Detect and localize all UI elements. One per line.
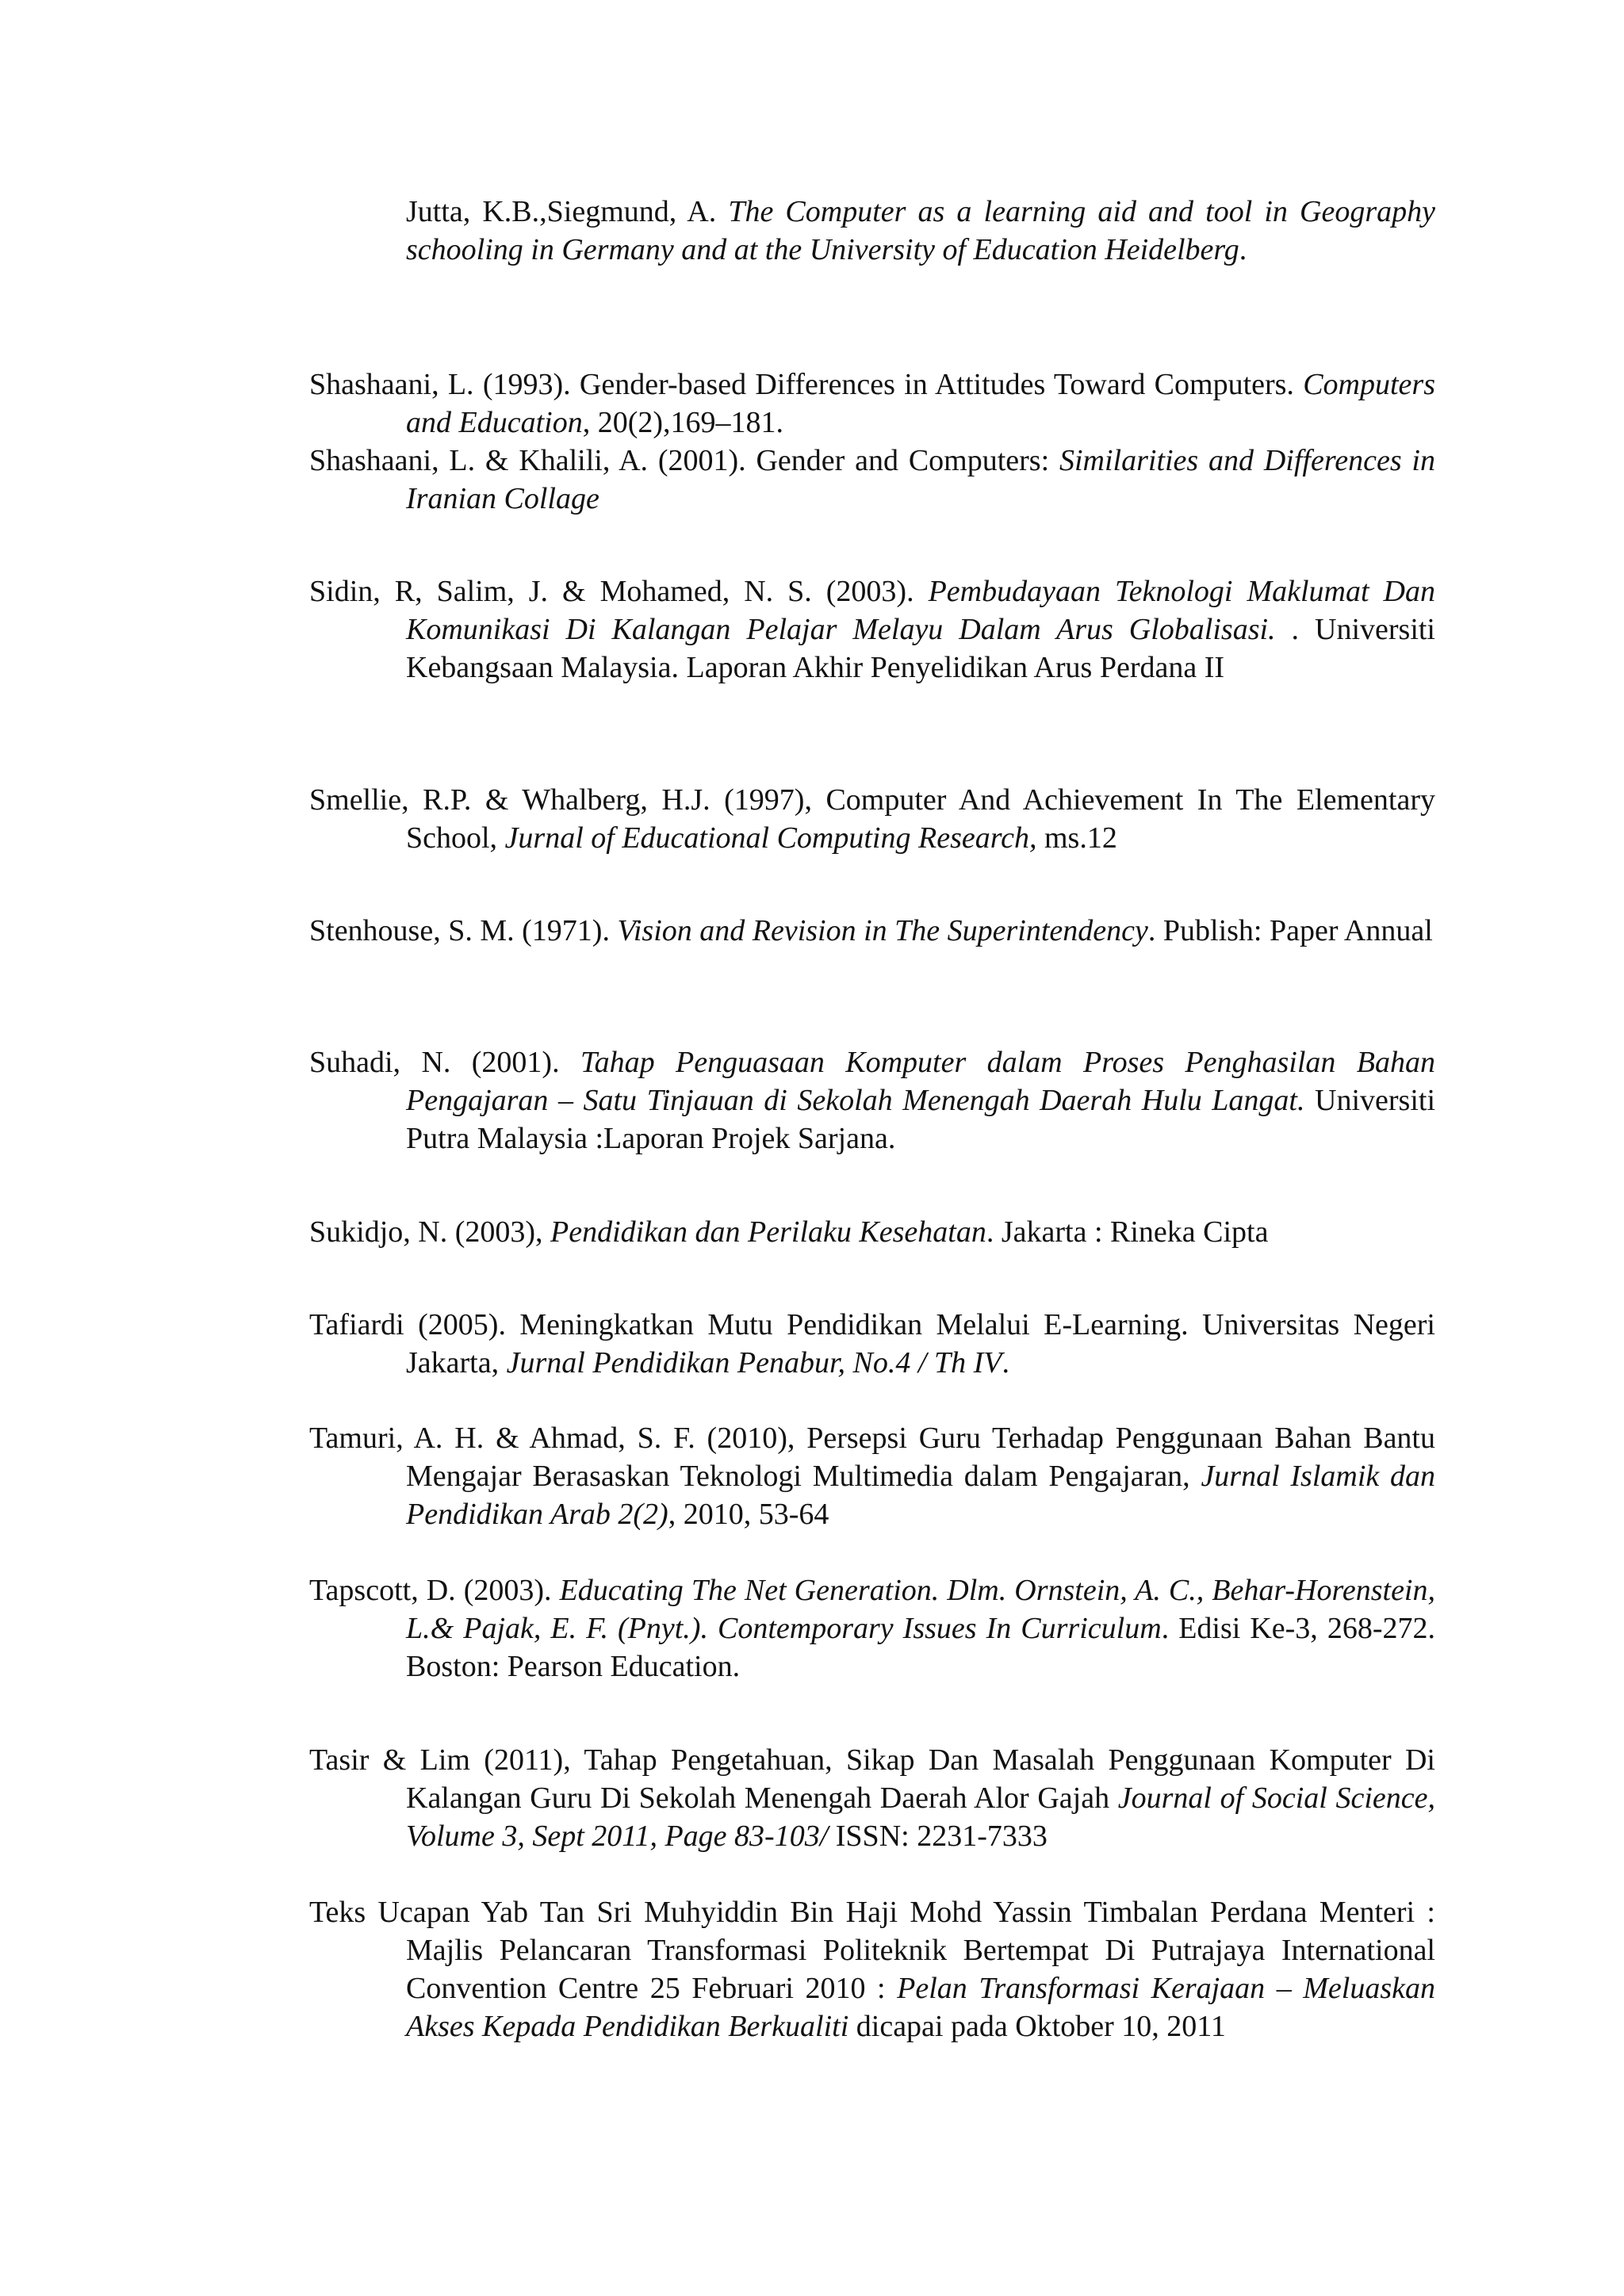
reference-text: dicapai pada Oktober 10, 2011 — [848, 2010, 1226, 2043]
reference-text: Sukidjo, N. (2003), — [309, 1215, 550, 1249]
reference-text: Shashaani, L. (1993). Gender-based Differences in Attitudes Toward Computers. — [309, 368, 1304, 401]
reference-italic-text: Tahap Penguasaan Komputer dalam Proses Penghasilan Bahan Pengajaran – Satu Tinjauan di Sekolah Menengah Daerah Hulu Langat. — [406, 1046, 1435, 1117]
reference-italic-text: Educating The Net Generation. Dlm. Ornstein, A. C., Behar-Horenstein, L.& Pajak, E. F. (Pnyt.). Contemporary Issues In Curriculum — [406, 1574, 1435, 1645]
reference-entry — [309, 1893, 1435, 2045]
reference-italic-text: Computers and Education — [406, 368, 1435, 439]
reference-text: , 20(2),169–181. — [582, 406, 784, 439]
reference-text: ISSN: 2231-7333 — [828, 1820, 1048, 1853]
reference-text: Stenhouse, S. M. (1971). — [309, 914, 618, 947]
reference-text: . — [1002, 1346, 1009, 1380]
reference-entry — [309, 1741, 1435, 1855]
reference-text: ms.12 — [1036, 821, 1117, 855]
reference-italic-text: Jurnal Islamik dan Pendidikan Arab 2(2) — [406, 1460, 1436, 1531]
reference-text: Tapscott, D. (2003). — [309, 1574, 560, 1607]
reference-text: Teks Ucapan Yab Tan Sri Muhyiddin Bin Haji Mohd Yassin Timbalan Perdana Menteri : Majlis Pelancaran Transformasi Politeknik Bertempat Di Putrajaya International Convention Centre 25 Februari 2010 : — [309, 1896, 1435, 2005]
reference-italic-text: Vision and Revision in The Superintendency — [617, 914, 1148, 947]
reference-entry — [309, 1419, 1435, 1533]
reference-italic-text: Pelan Transformasi Kerajaan – Meluaskan Akses Kepada Pendidikan Berkualiti — [406, 1972, 1435, 2043]
reference-entry — [309, 1213, 1435, 1251]
reference-text: Shashaani, L. & Khalili, A. (2001). Gender and Computers: — [309, 444, 1059, 477]
reference-italic-text: Similarities and Differences in Iranian Collage — [406, 444, 1435, 515]
reference-entry — [309, 442, 1435, 518]
reference-entry — [309, 1306, 1435, 1382]
reference-italic-text: Pendidikan dan Perilaku Kesehatan — [550, 1215, 986, 1249]
reference-italic-text: Pembudayaan Teknologi Maklumat Dan Komunikasi Di Kalangan Pelajar Melayu Dalam Arus Globalisasi. — [406, 575, 1435, 646]
reference-text: Smellie, R.P. & Whalberg, H.J. (1997), Computer And Achievement In The Elementary School, — [309, 783, 1435, 855]
reference-italic-text: Journal of Social Science, Volume 3, Sept 2011, Page 83-103/ — [406, 1781, 1435, 1853]
reference-entry — [309, 1571, 1435, 1686]
reference-italic-text: The Computer as a learning aid and tool in Geography schooling in Germany and at the University of Education Heidelberg — [406, 195, 1435, 266]
reference-entry — [309, 1043, 1435, 1158]
reference-text: Suhadi, N. (2001). — [309, 1046, 580, 1079]
reference-entry — [406, 193, 1435, 269]
reference-text: . — [1239, 233, 1247, 266]
reference-entry — [309, 781, 1435, 857]
reference-italic-text: Jurnal of Educational Computing Research, — [504, 821, 1037, 855]
reference-text: Jutta, K.B.,Siegmund, A. — [406, 195, 729, 228]
reference-entry — [309, 365, 1435, 442]
reference-text: Tafiardi (2005). Meningkatkan Mutu Pendidikan Melalui E-Learning. Universitas Negeri Jakarta, — [309, 1308, 1435, 1380]
reference-italic-text: Jurnal Pendidikan Penabur, No.4 / Th IV — [506, 1346, 1002, 1380]
reference-text: Tamuri, A. H. & Ahmad, S. F. (2010), Persepsi Guru Terhadap Penggunaan Bahan Bantu Mengajar Berasaskan Teknologi Multimedia dalam Pengajaran, — [309, 1422, 1435, 1493]
reference-text: . Publish: Paper Annual — [1147, 914, 1433, 947]
reference-entry — [309, 912, 1435, 950]
reference-text: Tasir & Lim (2011), Tahap Pengetahuan, Sikap Dan Masalah Penggunaan Komputer Di Kalangan Guru Di Sekolah Menengah Daerah Alor Gajah — [309, 1743, 1435, 1815]
reference-text: Sidin, R, Salim, J. & Mohamed, N. S. (2003). — [309, 575, 929, 608]
reference-text: . Jakarta : Rineka Cipta — [986, 1215, 1269, 1249]
reference-text: Universiti Putra Malaysia :Laporan Projek Sarjana. — [406, 1084, 1436, 1155]
reference-text: . Edisi Ke-3, 268-272. Boston: Pearson Education. — [406, 1612, 1436, 1683]
reference-text: . Universiti Kebangsaan Malaysia. Laporan Akhir Penyelidikan Arus Perdana II — [406, 613, 1435, 684]
reference-text: , 2010, 53-64 — [668, 1498, 829, 1531]
reference-entry — [309, 572, 1435, 687]
